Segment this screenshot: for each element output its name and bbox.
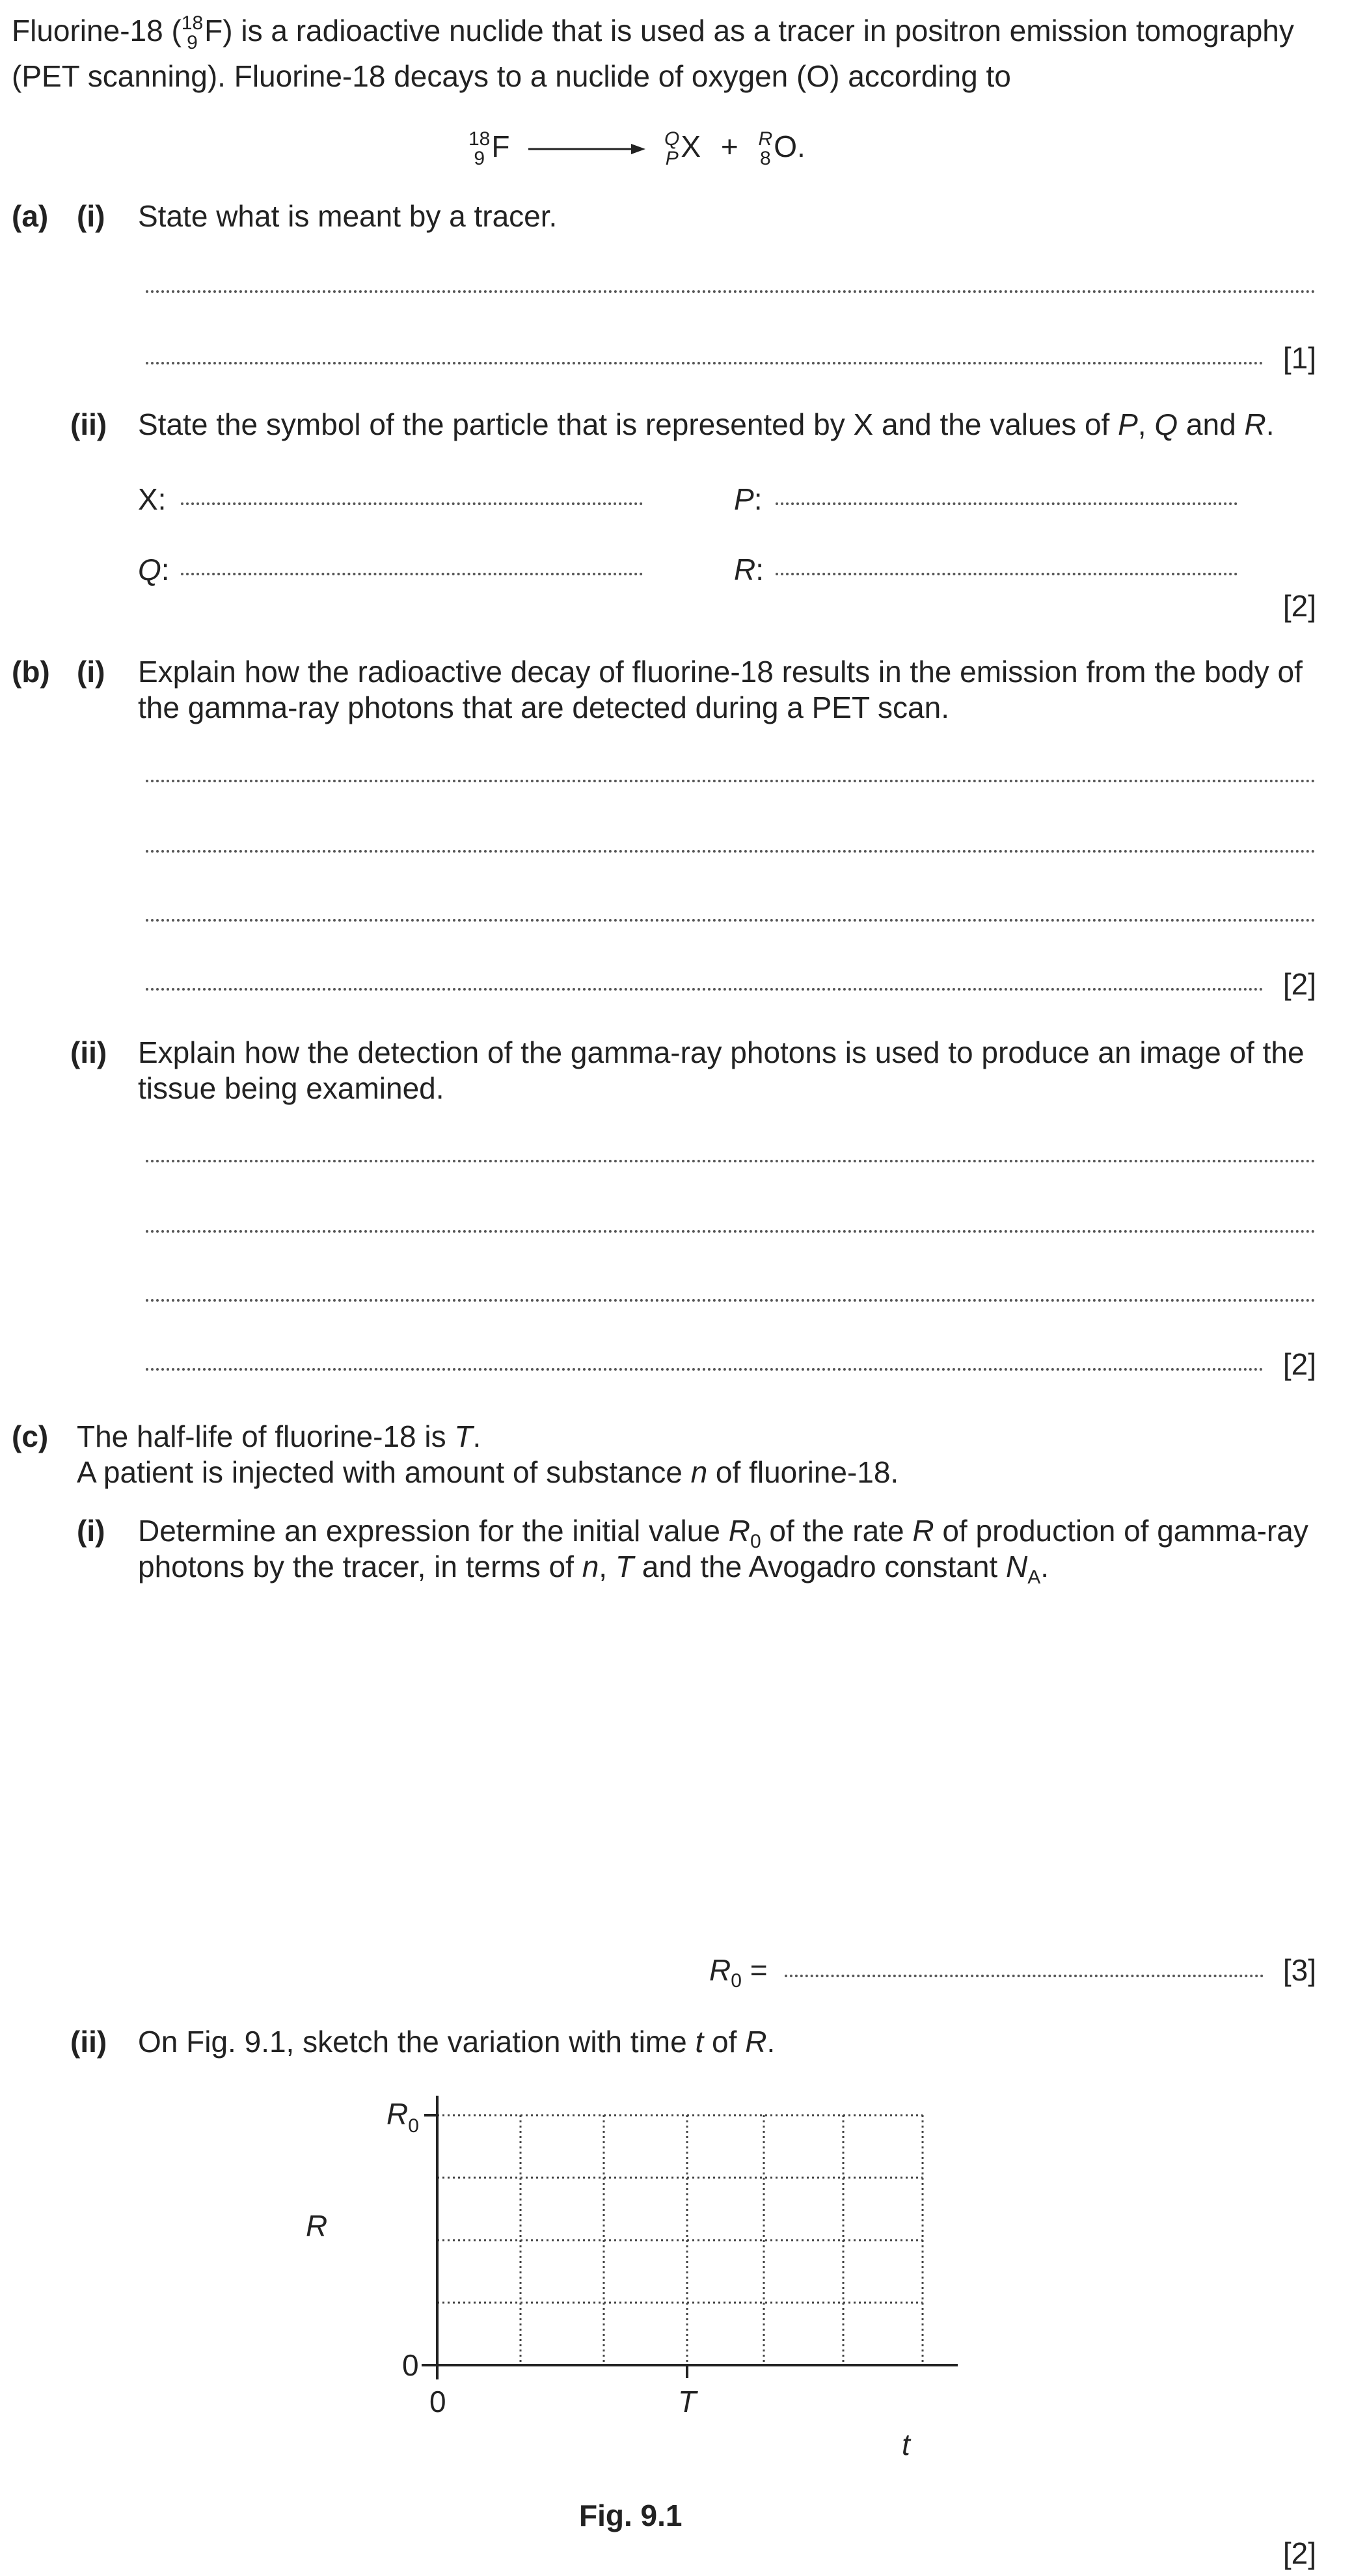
answer-line[interactable] [146,1230,1316,1233]
part-a-i-label: (i) [77,199,105,233]
intro-line-2: (PET scanning). Fluorine-18 decays to a nuclide of oxygen (O) according to [12,59,1011,93]
part-b-ii-label: (ii) [70,1035,107,1069]
answer-line[interactable] [146,362,1264,364]
marks-c-i: [3] [1282,1953,1316,1987]
answer-line[interactable] [146,988,1264,991]
sketch-grid[interactable] [437,2115,923,2365]
reaction-arrow-icon [528,141,645,157]
q-answer-line[interactable] [181,573,643,575]
x-tick-t-label: T [678,2385,697,2418]
part-a-label: (a) [12,199,49,233]
part-a-i-question: State what is meant by a tracer. [138,199,558,233]
p-answer-label: P: [734,482,763,516]
part-a-ii-label: (ii) [70,407,107,441]
marks-a-ii: [2] [1282,589,1316,623]
part-c-line-2: A patient is injected with amount of substance n of fluorine-18. [77,1455,899,1489]
marks-a-i: [1] [1282,341,1316,375]
part-b-i-question-line-2: the gamma-ray photons that are detected during a PET scan. [138,691,949,724]
r0-answer-line[interactable] [785,1975,1264,1977]
marks-b-i: [2] [1282,967,1316,1001]
marks-b-ii: [2] [1282,1347,1316,1381]
p-answer-line[interactable] [776,502,1238,505]
part-b-ii-question-line-1: Explain how the detection of the gamma-ray photons is used to produce an image of the [138,1035,1305,1069]
y-tick-zero-label: 0 [402,2348,419,2382]
answer-line[interactable] [146,1160,1316,1162]
part-b-i-label: (i) [77,655,105,689]
figure-caption: Fig. 9.1 [579,2499,683,2532]
part-c-ii-question: On Fig. 9.1, sketch the variation with time t of R. [138,2025,776,2059]
r-answer-line[interactable] [776,573,1238,575]
y-axis-label: R [306,2209,328,2243]
part-b-ii-question-line-2: tissue being examined. [138,1071,444,1105]
part-b-label: (b) [12,655,50,689]
part-c-i-question-line-1: Determine an expression for the initial value $R_0$ of the rate R of production of gamma-ray [138,1514,1308,1553]
part-b-i-question-line-1: Explain how the radioactive decay of fluorine-18 results in the emission from the body of [138,655,1303,689]
intro-line-1: Fluorine-18 ( 18 9 F) is a radioactive nuclide that is used as a tracer in positron emission tomography [12,12,1294,53]
answer-line[interactable] [146,850,1316,853]
answer-line[interactable] [146,919,1316,922]
r-answer-label: R: [734,553,765,586]
answer-line[interactable] [146,1299,1316,1302]
fig-9-1-graph[interactable] [0,2070,1367,2493]
part-c-i-label: (i) [77,1514,105,1548]
part-c-i-question-line-2: photons by the tracer, in terms of n, T and the Avogadro constant $N_A$. [138,1550,1049,1589]
part-c-line-1: The half-life of fluorine-18 is T. [77,1419,481,1453]
answer-line[interactable] [146,1368,1264,1371]
part-c-label: (c) [12,1419,49,1453]
q-answer-label: Q: [138,553,170,586]
x-answer-label: X: [138,482,167,516]
part-a-ii-question: State the symbol of the particle that is represented by X and the values of P, Q and R. [138,407,1275,441]
nuclide-notation: 18 9 [181,12,204,53]
marks-c-ii: [2] [1282,2536,1316,2570]
part-c-ii-label: (ii) [70,2025,107,2059]
decay-equation: 18 9 F Q P X + R 8 O. [468,128,805,169]
r0-answer-label: $R_0$ = [709,1953,768,1992]
answer-line[interactable] [146,780,1316,782]
x-axis-label: t [902,2428,910,2461]
x-answer-line[interactable] [181,502,643,505]
y-tick-r0-label: $R_0$ [386,2097,419,2137]
answer-line[interactable] [146,290,1316,293]
x-tick-zero-label: 0 [429,2385,446,2418]
